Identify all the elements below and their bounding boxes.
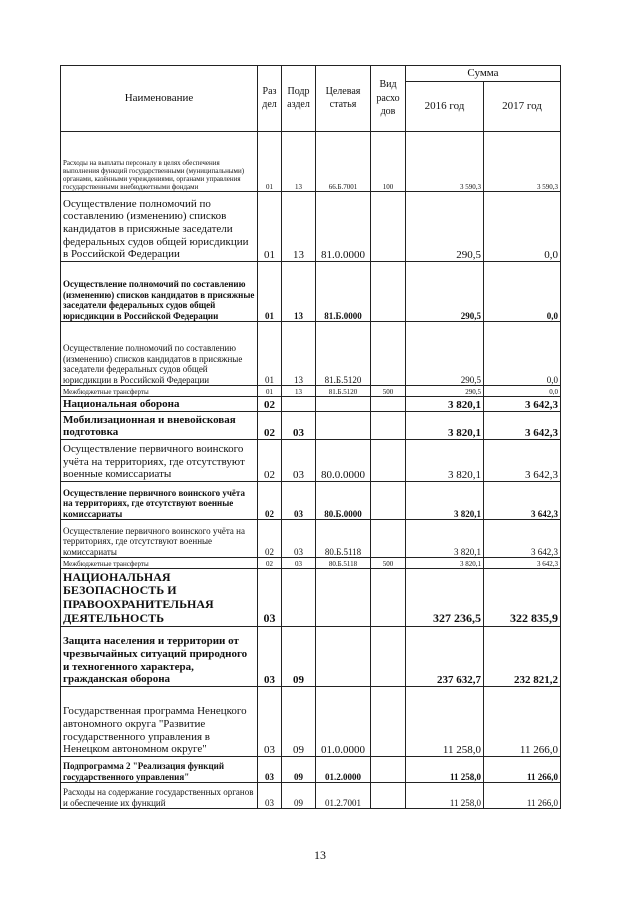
row-razdel: 01 — [258, 261, 282, 321]
table-row — [61, 686, 561, 756]
row-tselevaya — [316, 411, 371, 439]
row-tselevaya — [316, 568, 371, 626]
row-razdel: 02 — [258, 557, 282, 568]
row-2016: 290,5 — [406, 321, 484, 385]
col-header-vid: Вид расхо дов — [371, 66, 406, 132]
row-tselevaya: 81.Б.5120 — [316, 385, 371, 396]
row-2017: 3 642,3 — [484, 396, 561, 411]
row-tselevaya: 81.Б.0000 — [316, 261, 371, 321]
row-podrazdel: 03 — [282, 519, 316, 557]
table-row — [61, 396, 561, 411]
table-row — [61, 439, 561, 481]
row-name: Мобилизационная и вневойсковая подготовка — [61, 411, 258, 439]
row-vid — [371, 439, 406, 481]
row-name: Национальная оборона — [61, 396, 258, 411]
row-2017: 3 642,3 — [484, 481, 561, 519]
row-podrazdel: 13 — [282, 385, 316, 396]
row-tselevaya: 80.Б.5118 — [316, 519, 371, 557]
row-tselevaya: 01.2.0000 — [316, 756, 371, 782]
row-2016: 3 820,1 — [406, 396, 484, 411]
row-name: Подпрограмма 2 "Реализация функций государственного управления" — [61, 756, 258, 782]
table-row — [61, 557, 561, 568]
row-podrazdel: 13 — [282, 191, 316, 261]
row-name: Осуществление первичного воинского учёта на территориях, где отсутствуют военные комиссариаты — [61, 439, 258, 481]
table-row — [61, 131, 561, 191]
row-podrazdel: 09 — [282, 626, 316, 686]
row-razdel: 01 — [258, 131, 282, 191]
table-row — [61, 321, 561, 385]
row-2017: 3 590,3 — [484, 131, 561, 191]
table-row — [61, 385, 561, 396]
row-razdel: 02 — [258, 396, 282, 411]
row-2016: 237 632,7 — [406, 626, 484, 686]
row-2017: 0,0 — [484, 385, 561, 396]
row-razdel: 02 — [258, 481, 282, 519]
row-name: НАЦИОНАЛЬНАЯ БЕЗОПАСНОСТЬ И ПРАВООХРАНИТЕЛЬНАЯ ДЕЯТЕЛЬНОСТЬ — [61, 568, 258, 626]
row-vid — [371, 321, 406, 385]
row-2016: 11 258,0 — [406, 686, 484, 756]
table-row — [61, 756, 561, 782]
row-podrazdel: 03 — [282, 439, 316, 481]
page-number: 13 — [314, 848, 326, 862]
table-row — [61, 411, 561, 439]
row-name: Межбюджетные трансферты — [61, 557, 258, 568]
row-2016: 3 590,3 — [406, 131, 484, 191]
row-2016: 290,5 — [406, 385, 484, 396]
row-2017: 11 266,0 — [484, 756, 561, 782]
row-razdel: 01 — [258, 385, 282, 396]
row-razdel: 03 — [258, 568, 282, 626]
col-header-name: Наименование — [61, 66, 258, 132]
row-razdel: 02 — [258, 519, 282, 557]
row-2016: 3 820,1 — [406, 411, 484, 439]
row-vid — [371, 481, 406, 519]
col-header-summa: Сумма — [406, 66, 561, 82]
row-razdel: 01 — [258, 321, 282, 385]
row-2017: 3 642,3 — [484, 439, 561, 481]
row-razdel: 03 — [258, 756, 282, 782]
row-podrazdel — [282, 396, 316, 411]
row-2017: 11 266,0 — [484, 686, 561, 756]
row-name: Осуществление полномочий по составлению (изменению) списков кандидатов в присяжные заседатели федеральных судов общей юрисдикции в Российской Федерации — [61, 191, 258, 261]
row-2017: 3 642,3 — [484, 411, 561, 439]
row-vid: 500 — [371, 557, 406, 568]
row-tselevaya: 80.Б.0000 — [316, 481, 371, 519]
row-podrazdel: 13 — [282, 321, 316, 385]
table-row — [61, 191, 561, 261]
row-name: Защита населения и территории от чрезвычайных ситуаций природного и техногенного характера, гражданская оборона — [61, 626, 258, 686]
row-podrazdel: 09 — [282, 756, 316, 782]
row-tselevaya — [316, 626, 371, 686]
row-name: Осуществление первичного воинского учёта на территориях, где отсутствуют военные комиссариаты — [61, 519, 258, 557]
row-podrazdel: 09 — [282, 686, 316, 756]
row-2016: 11 258,0 — [406, 782, 484, 808]
row-2017: 11 266,0 — [484, 782, 561, 808]
row-podrazdel: 03 — [282, 557, 316, 568]
row-podrazdel — [282, 568, 316, 626]
row-name: Осуществление полномочий по составлению (изменению) списков кандидатов в присяжные заседатели федеральных судов общей юрисдикции в Российской Федерации — [61, 321, 258, 385]
row-podrazdel: 03 — [282, 481, 316, 519]
row-razdel: 03 — [258, 686, 282, 756]
row-tselevaya: 80.0.0000 — [316, 439, 371, 481]
row-2017: 0,0 — [484, 191, 561, 261]
table-row — [61, 481, 561, 519]
row-2017: 0,0 — [484, 321, 561, 385]
row-2016: 327 236,5 — [406, 568, 484, 626]
row-tselevaya: 01.0.0000 — [316, 686, 371, 756]
row-2017: 322 835,9 — [484, 568, 561, 626]
row-tselevaya: 80.Б.5118 — [316, 557, 371, 568]
row-tselevaya: 66.Б.7001 — [316, 131, 371, 191]
col-header-2016: 2016 год — [406, 81, 484, 131]
table-row — [61, 626, 561, 686]
row-2017: 0,0 — [484, 261, 561, 321]
row-tselevaya: 81.0.0000 — [316, 191, 371, 261]
row-name: Расходы на содержание государственных органов и обеспечение их функций — [61, 782, 258, 808]
row-tselevaya: 81.Б.5120 — [316, 321, 371, 385]
row-2016: 3 820,1 — [406, 519, 484, 557]
row-name: Осуществление полномочий по составлению (изменению) списков кандидатов в присяжные заседатели федеральных судов общей юрисдикции в Российской Федерации — [61, 261, 258, 321]
row-2017: 3 642,3 — [484, 519, 561, 557]
row-vid — [371, 191, 406, 261]
row-vid: 100 — [371, 131, 406, 191]
row-vid — [371, 756, 406, 782]
row-2016: 290,5 — [406, 191, 484, 261]
row-vid — [371, 411, 406, 439]
row-2016: 3 820,1 — [406, 557, 484, 568]
row-tselevaya: 01.2.7001 — [316, 782, 371, 808]
row-2017: 232 821,2 — [484, 626, 561, 686]
row-2017: 3 642,3 — [484, 557, 561, 568]
row-podrazdel: 09 — [282, 782, 316, 808]
row-podrazdel: 13 — [282, 131, 316, 191]
row-2016: 290,5 — [406, 261, 484, 321]
col-header-podrazdel: Подр аздел — [282, 66, 316, 132]
row-vid — [371, 568, 406, 626]
table-row — [61, 261, 561, 321]
col-header-tselevaya: Целевая статья — [316, 66, 371, 132]
row-2016: 3 820,1 — [406, 481, 484, 519]
row-name: Осуществление первичного воинского учёта на территориях, где отсутствуют военные комиссариаты — [61, 481, 258, 519]
table-row — [61, 782, 561, 808]
budget-table — [60, 65, 561, 809]
row-vid — [371, 519, 406, 557]
col-header-razdel: Раз дел — [258, 66, 282, 132]
row-podrazdel: 13 — [282, 261, 316, 321]
col-header-2017: 2017 год — [484, 81, 561, 131]
row-name: Государственная программа Ненецкого автономного округа "Развитие государственного управления в Ненецком автономном округе" — [61, 686, 258, 756]
row-name: Расходы на выплаты персоналу в целях обеспечения выполнения функций государственными (муниципальными) органами, казёнными учреждениями, органами управления государственными внебюджетными фондами — [61, 131, 258, 191]
row-vid: 500 — [371, 385, 406, 396]
row-vid — [371, 782, 406, 808]
row-2016: 3 820,1 — [406, 439, 484, 481]
row-vid — [371, 261, 406, 321]
table-row — [61, 519, 561, 557]
row-razdel: 02 — [258, 411, 282, 439]
row-name: Межбюджетные трансферты — [61, 385, 258, 396]
table-row — [61, 568, 561, 626]
row-podrazdel: 03 — [282, 411, 316, 439]
row-vid — [371, 686, 406, 756]
row-razdel: 03 — [258, 626, 282, 686]
row-vid — [371, 626, 406, 686]
row-razdel: 02 — [258, 439, 282, 481]
row-razdel: 01 — [258, 191, 282, 261]
row-2016: 11 258,0 — [406, 756, 484, 782]
row-vid — [371, 396, 406, 411]
row-tselevaya — [316, 396, 371, 411]
row-razdel: 03 — [258, 782, 282, 808]
